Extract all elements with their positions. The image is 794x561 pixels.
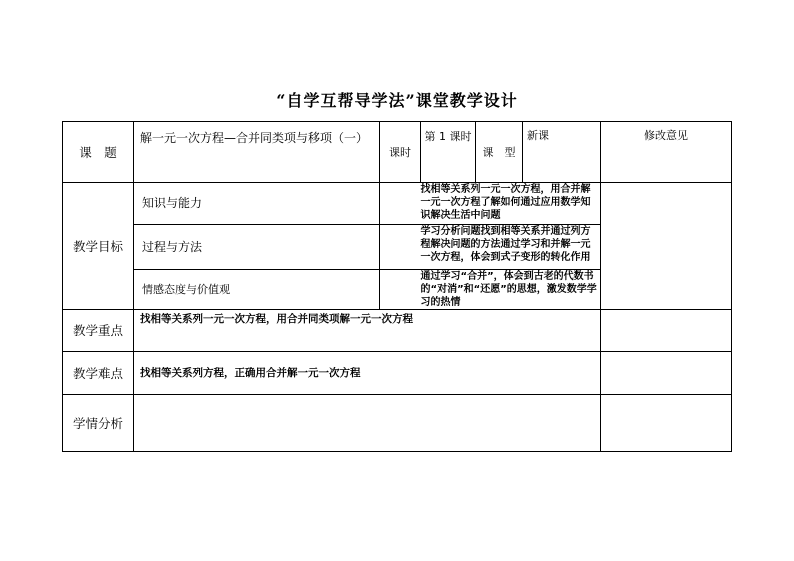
revision-cell-key-point <box>601 310 732 352</box>
key-point-text: 找相等关系列一元一次方程，用合并同类项解一元一次方程 <box>134 310 601 352</box>
goal-text-knowledge: 找相等关系列一元一次方程，用合并解一元一次方程了解如何通过应用数学知识解决生活中问题 <box>421 183 601 225</box>
hours-value: 第 1 课时 <box>421 122 476 183</box>
goal-text-attitude: 通过学习“合并”，体会到古老的代数书的“对消”和“还愿”的思想，激发数学学习的热情 <box>421 270 601 310</box>
topic-label: 课 题 <box>63 122 134 183</box>
revision-label: 修改意见 <box>601 122 732 183</box>
goal-name-attitude: 情感态度与价值观 <box>134 270 380 310</box>
goal-name-process: 过程与方法 <box>134 225 380 270</box>
analysis-label: 学情分析 <box>63 395 134 452</box>
key-point-label: 教学重点 <box>63 310 134 352</box>
analysis-text <box>134 395 601 452</box>
type-value: 新课 <box>523 122 601 183</box>
topic-value: 解一元一次方程—合并同类项与移项（一） <box>134 122 380 183</box>
difficulty-text: 找相等关系列方程，正确用合并解一元一次方程 <box>134 352 601 395</box>
revision-cell-analysis <box>601 395 732 452</box>
type-label: 课 型 <box>476 122 523 183</box>
goals-label: 教学目标 <box>63 183 134 310</box>
revision-cell-goals <box>601 183 732 310</box>
page-title: “自学互帮导学法”课堂教学设计 <box>276 91 518 110</box>
revision-cell-difficulty <box>601 352 732 395</box>
goal-name-knowledge: 知识与能力 <box>134 183 380 225</box>
lesson-design-table <box>62 121 732 452</box>
difficulty-label: 教学难点 <box>63 352 134 395</box>
hours-label: 课时 <box>380 122 421 183</box>
goal-text-process: 学习分析问题找到相等关系并通过列方程解决问题的方法通过学习和并解一元一次方程，体会到式子变形的转化作用 <box>421 225 601 270</box>
